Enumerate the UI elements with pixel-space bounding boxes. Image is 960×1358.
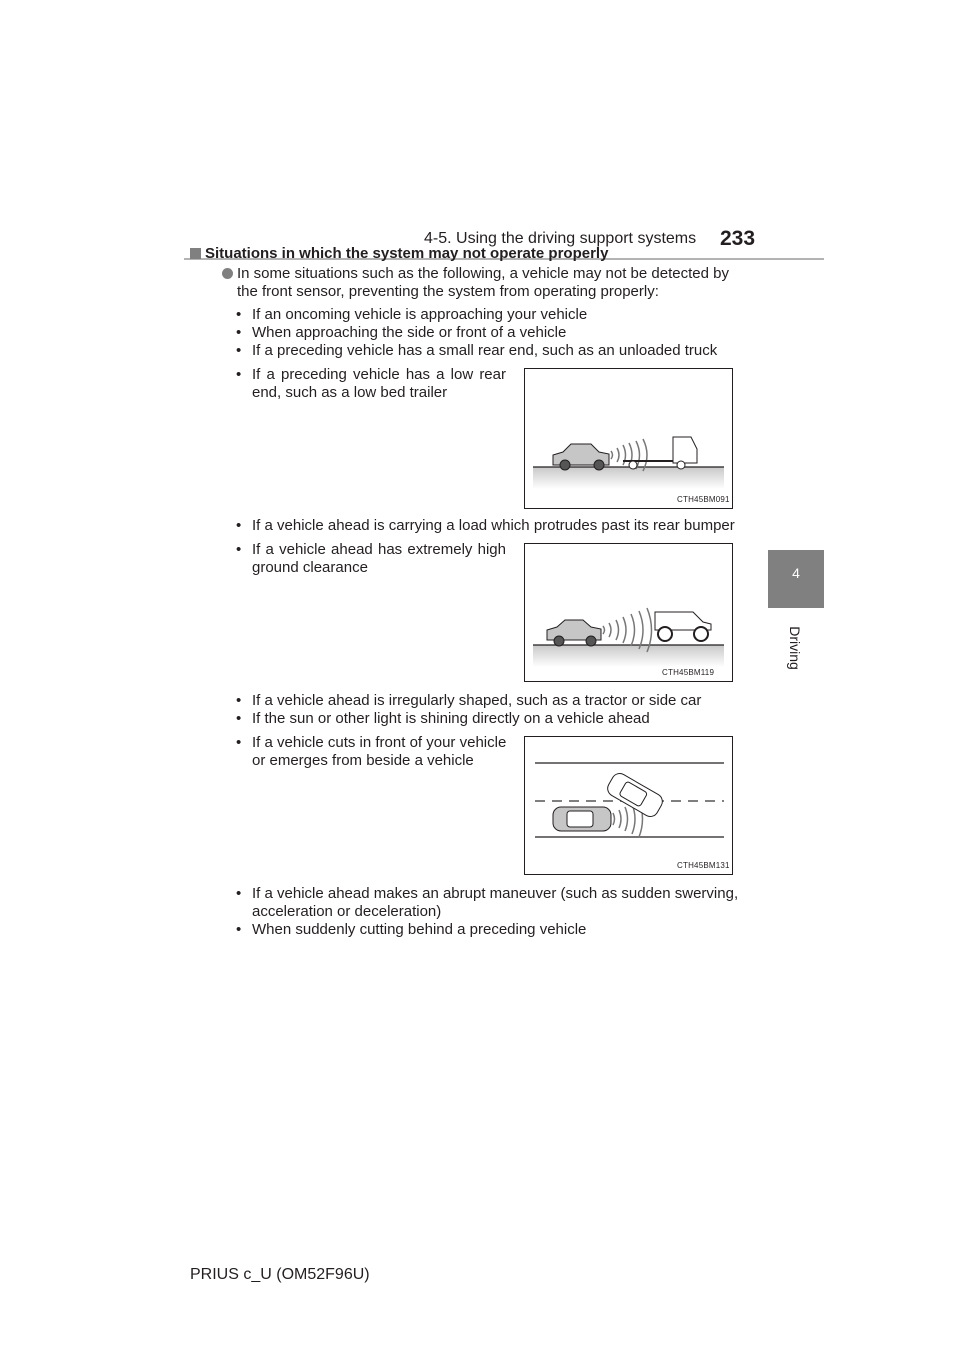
list-item-continuation: or emerges from beside a vehicle xyxy=(252,752,474,769)
list-item: • If a preceding vehicle has a low rear xyxy=(236,366,506,383)
illustration-high-clearance xyxy=(525,544,732,681)
section-title: 4-5. Using the driving support systems xyxy=(424,230,697,247)
list-item-text: When approaching the side or front of a vehicle xyxy=(252,324,567,341)
list-item: • If an oncoming vehicle is approaching your vehicle xyxy=(236,306,588,323)
heading-text: Situations in which the system may not operate properly xyxy=(205,245,609,262)
list-item-continuation: ground clearance xyxy=(252,559,368,576)
figure-code: CTH45BM131 xyxy=(677,861,730,870)
list-item-text: If a vehicle ahead is irregularly shaped, such as a tractor or side car xyxy=(252,692,702,709)
intro-line-1: In some situations such as the following, a vehicle may not be detected by xyxy=(237,265,729,282)
figure-low-bed-trailer xyxy=(524,368,733,509)
figure-cut-in xyxy=(524,736,733,875)
list-item: • If a vehicle ahead is irregularly shaped, such as a tractor or side car xyxy=(236,692,702,709)
list-item-text: If a preceding vehicle has a small rear end, such as an unloaded truck xyxy=(252,342,718,359)
figure-high-clearance xyxy=(524,543,733,682)
list-item-continuation: end, such as a low bed trailer xyxy=(252,384,448,401)
figure-code: CTH45BM119 xyxy=(662,668,715,677)
chapter-label: Driving xyxy=(787,626,803,670)
list-item-text: If a vehicle cuts in front of your vehicle xyxy=(252,734,507,751)
figure-code: CTH45BM091 xyxy=(677,495,730,504)
list-item: • If a vehicle ahead makes an abrupt maneuver (such as sudden swerving, xyxy=(236,885,739,902)
list-item-text: When suddenly cutting behind a preceding vehicle xyxy=(252,921,587,938)
page-number: 233 xyxy=(720,227,756,250)
square-bullet-icon xyxy=(190,248,201,259)
subsection-heading xyxy=(190,245,608,262)
illustration-low-bed-trailer xyxy=(525,369,732,508)
list-item-text: If an oncoming vehicle is approaching your vehicle xyxy=(252,306,588,323)
chapter-label-wrap xyxy=(767,618,823,678)
circle-bullet-icon xyxy=(222,268,233,279)
illustration-cut-in xyxy=(525,737,732,874)
list-item: • If a preceding vehicle has a small rear end, such as an unloaded truck xyxy=(236,342,718,359)
list-item-text: If a vehicle ahead has extremely high xyxy=(252,541,506,558)
intro-line-2: the front sensor, preventing the system from operating properly: xyxy=(237,283,659,300)
list-item-continuation: acceleration or deceleration) xyxy=(252,903,442,920)
chapter-number: 4 xyxy=(792,565,800,581)
list-item: • If the sun or other light is shining directly on a vehicle ahead xyxy=(236,710,650,727)
list-item: • If a vehicle cuts in front of your vehicle xyxy=(236,734,507,751)
list-item-text: If the sun or other light is shining directly on a vehicle ahead xyxy=(252,710,650,727)
list-item-text: If a vehicle ahead is carrying a load which protrudes past its rear bumper xyxy=(252,517,735,534)
list-item: • When approaching the side or front of a vehicle xyxy=(236,324,567,341)
list-item: • If a vehicle ahead is carrying a load which protrudes past its rear bumper xyxy=(236,517,735,534)
list-item-text: If a vehicle ahead makes an abrupt maneuver (such as sudden swerving, xyxy=(252,885,739,902)
list-item: • When suddenly cutting behind a preceding vehicle xyxy=(236,921,587,938)
list-item: • If a vehicle ahead has extremely high xyxy=(236,541,506,558)
intro-paragraph xyxy=(222,265,729,283)
list-item-text: If a preceding vehicle has a low rear xyxy=(252,366,506,383)
manual-footer: PRIUS c_U (OM52F96U) xyxy=(190,1266,370,1283)
